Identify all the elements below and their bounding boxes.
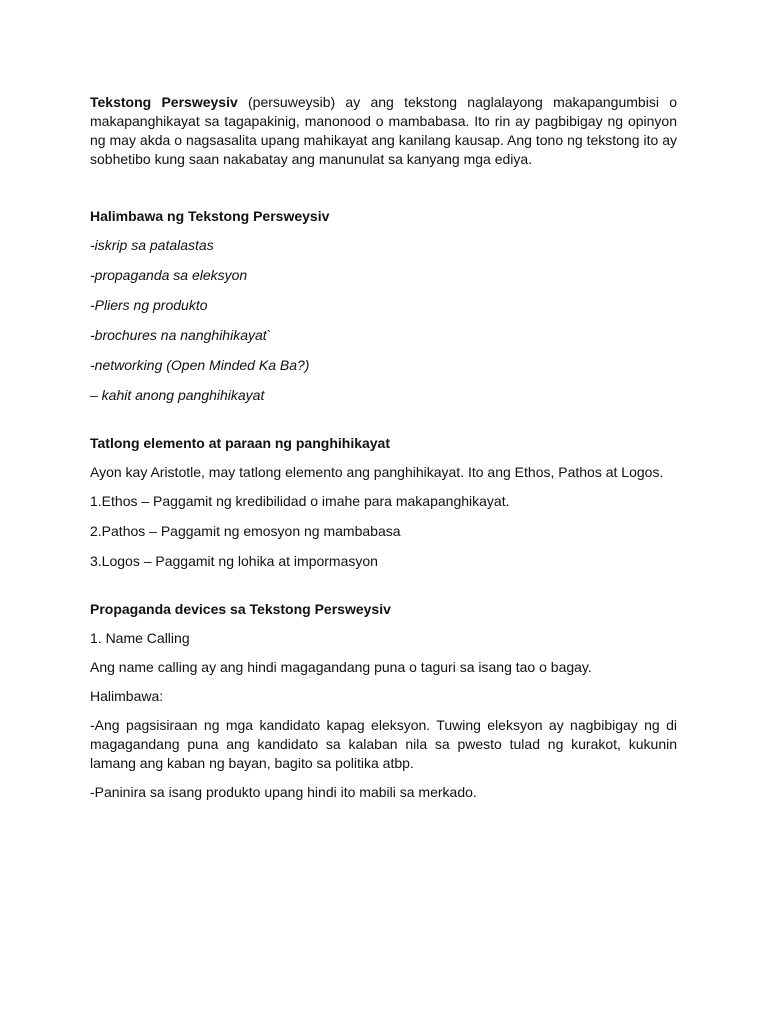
list-item: -iskrip sa patalastas [90,237,214,253]
intro-term: Tekstong Persweysiv [90,94,238,110]
device-title: 1. Name Calling [90,630,190,646]
propaganda-heading: Propaganda devices sa Tekstong Persweysiv [90,601,391,617]
intro-text: (persuweysib) ay ang tekstong naglalayong makapangumbisi o makapanghikayat sa tagapakinig, manonood o mambabasa. Ito rin ay pagbibigay ng opinyon ng may akda o nagsasalita upang mahikayat ang kanilang kausap. Ang tono ng tekstong ito ay sobhetibo kung saan nakabatay ang manunulat sa kanyang mga ediya. [90,94,677,167]
elements-heading: Tatlong elemento at paraan ng panghihikayat [90,435,391,451]
document-page [90,93,677,812]
list-item: -propaganda sa eleksyon [90,267,248,283]
elements-list [90,492,677,571]
list-item: -brochures na nanghihikayat` [90,327,272,343]
list-item: – kahit anong panghihikayat [90,387,265,403]
device-definition: Ang name calling ay ang hindi magagandang puna o taguri sa isang tao o bagay. [90,659,592,675]
example-paragraph: -Paninira sa isang produkto upang hindi ito mabili sa merkado. [90,784,477,800]
list-item: -Pliers ng produkto [90,297,208,313]
example-label: Halimbawa: [90,688,164,704]
list-item: 1.Ethos – Paggamit ng kredibilidad o imahe para makapanghikayat. [90,493,510,509]
intro-paragraph [90,93,677,169]
elements-intro: Ayon kay Aristotle, may tatlong elemento ang panghihikayat. Ito ang Ethos, Pathos at Logos. [90,464,664,480]
list-item: 2.Pathos – Paggamit ng emosyon ng mambabasa [90,523,401,539]
example-paragraph: -Ang pagsisiraan ng mga kandidato kapag eleksyon. Tuwing eleksyon ay nagbibigay ng di magagandang puna ang kandidato sa kalaban nila sa pwesto tulad ng kurakot, kukunin lamang ang kaban ng bayan, bagito sa politika atbp. [90,717,677,771]
list-item: 3.Logos – Paggamit ng lohika at impormasyon [90,553,378,569]
examples-list [90,236,677,405]
list-item: -networking (Open Minded Ka Ba?) [90,357,310,373]
propaganda-section [90,629,677,802]
examples-heading: Halimbawa ng Tekstong Persweysiv [90,208,330,224]
